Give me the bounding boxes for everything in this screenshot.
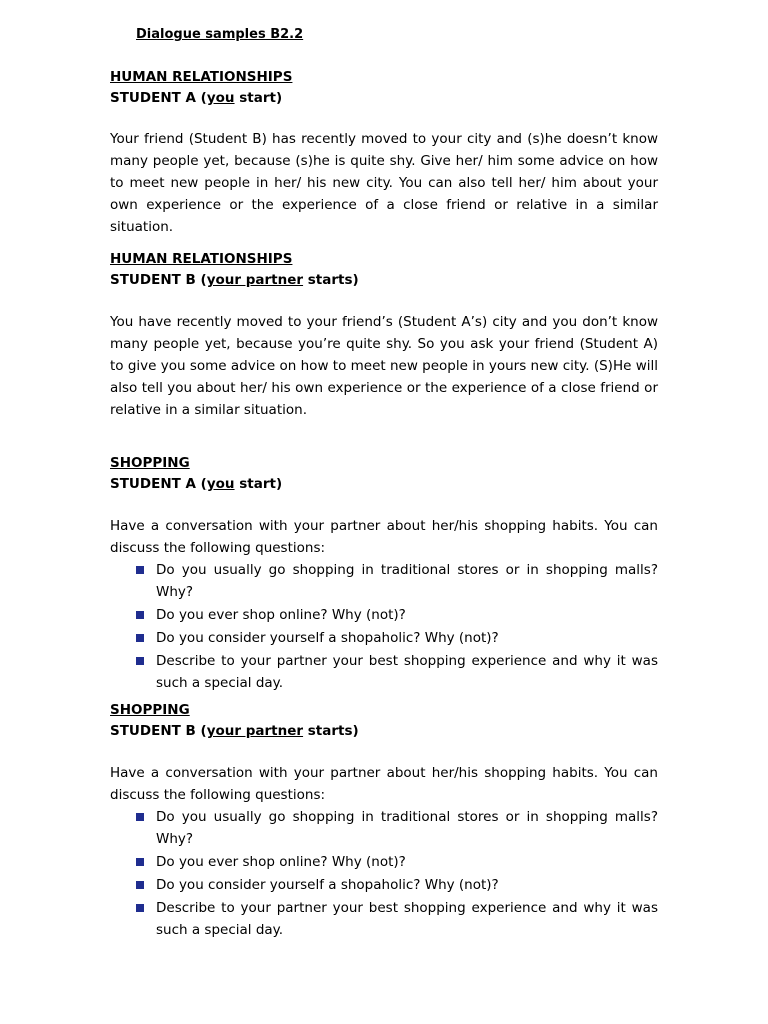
section-text: You have recently moved to your friend’s (Student A’s) city and you don’t know many people yet, because you’re quite shy. So you ask your friend (Student A) to give you some advice on how to meet new people in yours new city. (S)He will also tell you about her/ his own experience or the experience of a close friend or relative in a similar situation. bbox=[110, 314, 658, 418]
square-bullet-icon bbox=[136, 813, 144, 821]
square-bullet-icon bbox=[136, 634, 144, 642]
section-text: Have a conversation with your partner about her/his shopping habits. You can discuss the following questions: bbox=[110, 518, 658, 556]
square-bullet-icon bbox=[136, 657, 144, 665]
square-bullet-icon bbox=[136, 904, 144, 912]
list-item: Do you consider yourself a shopaholic? Why (not)? bbox=[156, 874, 658, 897]
question-list bbox=[110, 806, 658, 942]
list-item: Do you usually go shopping in traditional stores or in shopping malls? Why? bbox=[156, 559, 658, 604]
list-item: Do you ever shop online? Why (not)? bbox=[156, 604, 658, 627]
section-shopping-a bbox=[110, 453, 658, 695]
section-heading: HUMAN RELATIONSHIPS bbox=[110, 69, 293, 85]
section-heading: SHOPPING bbox=[110, 455, 190, 471]
square-bullet-icon bbox=[136, 566, 144, 574]
section-human-relationships-a bbox=[110, 67, 658, 238]
list-item: Do you usually go shopping in traditional stores or in shopping malls? Why? bbox=[156, 806, 658, 851]
section-heading: SHOPPING bbox=[110, 702, 190, 718]
document-title: Dialogue samples B2.2 bbox=[136, 27, 304, 42]
question-list bbox=[110, 559, 658, 695]
section-text: Your friend (Student B) has recently moved to your city and (s)he doesn’t know many people yet, because (s)he is quite shy. Give her/ him some advice on how to meet new people in her/ his new city. You can also tell her/ him about your own experience or the experience of a close friend or relative in a similar situation. bbox=[110, 131, 658, 235]
student-label: STUDENT B (your partner starts) bbox=[110, 723, 359, 739]
student-label: STUDENT A (you start) bbox=[110, 90, 283, 106]
list-item: Describe to your partner your best shopping experience and why it was such a special day. bbox=[156, 650, 658, 695]
square-bullet-icon bbox=[136, 881, 144, 889]
section-heading: HUMAN RELATIONSHIPS bbox=[110, 251, 293, 267]
square-bullet-icon bbox=[136, 858, 144, 866]
section-shopping-b bbox=[110, 700, 658, 942]
student-label: STUDENT A (you start) bbox=[110, 476, 283, 492]
list-item: Do you consider yourself a shopaholic? Why (not)? bbox=[156, 627, 658, 650]
section-human-relationships-b bbox=[110, 249, 658, 421]
square-bullet-icon bbox=[136, 611, 144, 619]
student-label: STUDENT B (your partner starts) bbox=[110, 272, 359, 288]
list-item: Describe to your partner your best shopping experience and why it was such a special day. bbox=[156, 897, 658, 942]
list-item: Do you ever shop online? Why (not)? bbox=[156, 851, 658, 874]
section-text: Have a conversation with your partner about her/his shopping habits. You can discuss the following questions: bbox=[110, 765, 658, 803]
